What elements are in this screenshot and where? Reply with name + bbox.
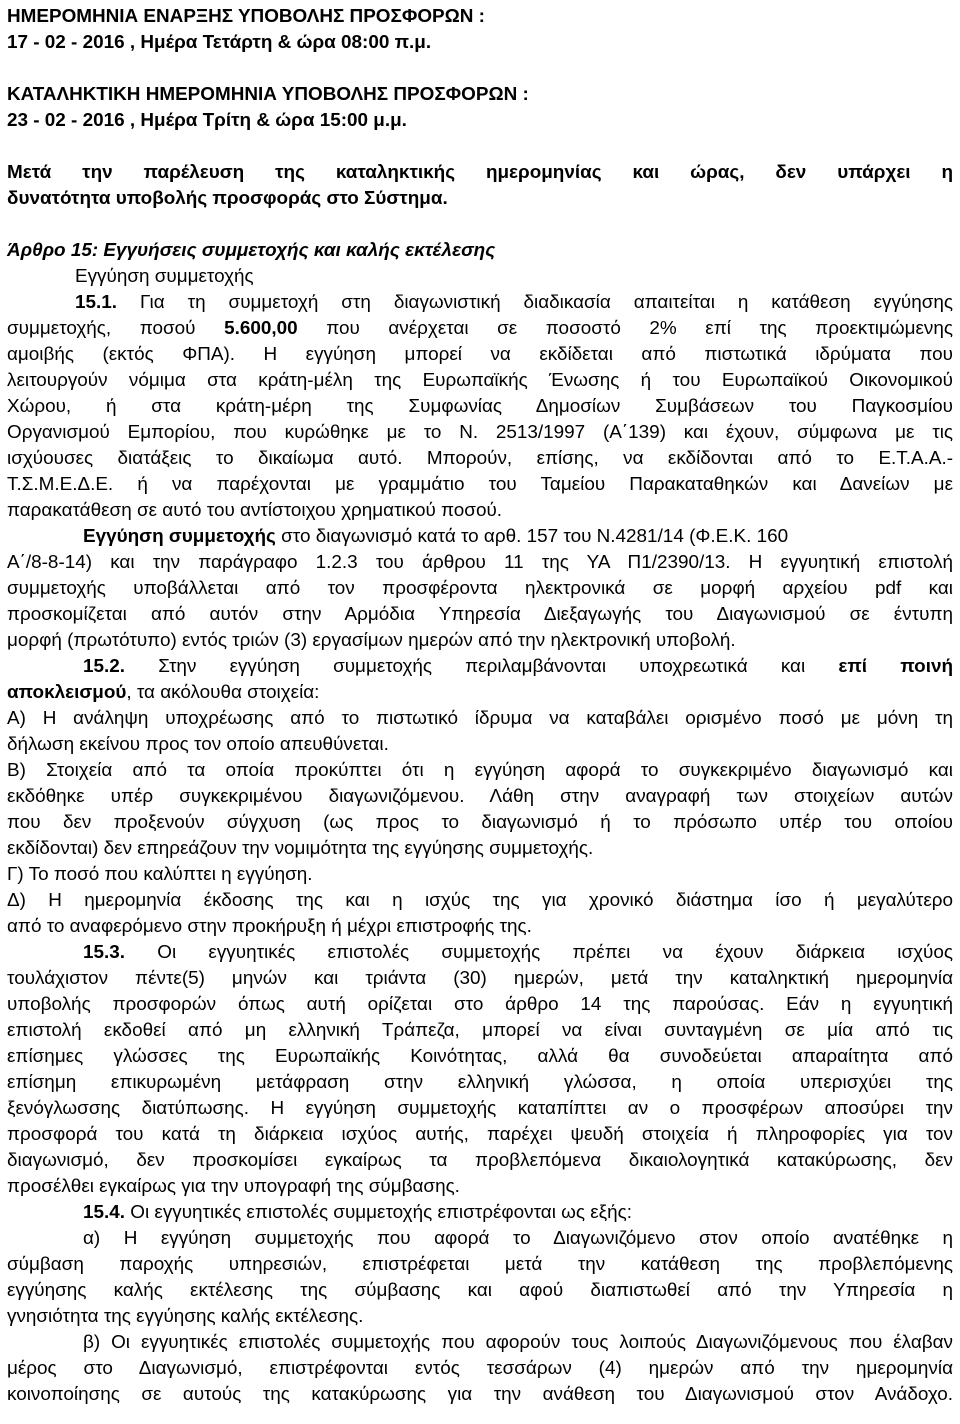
item-alpha-line: α) Η εγγύηση συμμετοχής που αφορά το Διαγωνιζόμενο στον οποίο ανατέθηκε η bbox=[83, 1228, 953, 1249]
paragraph-15-1-line: λειτουργούν νόμιμα στα κράτη-μέλη της Ευρωπαϊκής Ένωσης ή του Ευρωπαϊκού Οικονομικού bbox=[7, 370, 953, 391]
end-date-value: 23 - 02 - 2016 , Ημέρα Τρίτη & ώρα 15:00 μ.μ. bbox=[7, 110, 407, 131]
item-c-line: Γ) Το ποσό που καλύπτει η εγγύηση. bbox=[7, 864, 313, 885]
paragraph-text: Στην εγγύηση συμμετοχής περιλαμβάνονται υποχρεωτικά και bbox=[125, 656, 839, 677]
bold-term: επί ποινή bbox=[838, 656, 953, 677]
paragraph-15-1-line: αμοιβής (εκτός ΦΠΑ). Η εγγύηση μπορεί να εκδίδεται από πιστωτικά ιδρύματα που bbox=[7, 344, 953, 365]
bold-term: Εγγύηση συμμετοχής bbox=[83, 526, 276, 547]
paragraph-15-3-line: επίσημες γλώσσες της Ευρωπαϊκής Κοινότητας, αλλά θα συνοδεύεται απαραίτητα από bbox=[7, 1046, 953, 1067]
paragraph-number: 15.2. bbox=[83, 656, 126, 677]
paragraph-15-1-line: μορφή (πρωτότυπο) εντός τριών (3) εργασίμων ημερών από την ηλεκτρονική υποβολή. bbox=[7, 630, 736, 651]
start-date-heading: ΗΜΕΡΟΜΗΝΙΑ ΕΝΑΡΞΗΣ ΥΠΟΒΟΛΗΣ ΠΡΟΣΦΟΡΩΝ : bbox=[7, 6, 485, 27]
article-title: Άρθρο 15: Εγγυήσεις συμμετοχής και καλής εκτέλεσης bbox=[7, 240, 496, 261]
paragraph-15-3-line bbox=[7, 940, 953, 966]
paragraph-text: , τα ακόλουθα στοιχεία: bbox=[126, 682, 320, 703]
paragraph-text: Οι εγγυητικές επιστολές συμμετοχής πρέπει να έχουν διάρκεια ισχύος bbox=[125, 942, 953, 963]
spacer bbox=[7, 56, 953, 82]
document-page bbox=[7, 4, 953, 1408]
item-b-line: εκδίδονται) δεν επηρεάζουν την νομιμότητα της εγγύησης συμμετοχής. bbox=[7, 838, 594, 859]
item-d-line: Δ) Η ημερομηνία έκδοσης της και η ισχύς της για χρονικό διάστημα ίσο ή μεγαλύτερο bbox=[7, 890, 953, 911]
item-beta-line: κοινοποίησης σε αυτούς της κατακύρωσης για την ανάθεση του Διαγωνισμού στον Ανάδοχο. bbox=[7, 1384, 953, 1405]
end-date-heading: ΚΑΤΑΛΗΚΤΙΚΗ ΗΜΕΡΟΜΗΝΙΑ ΥΠΟΒΟΛΗΣ ΠΡΟΣΦΟΡΩΝ : bbox=[7, 84, 529, 105]
start-date-value: 17 - 02 - 2016 , Ημέρα Τετάρτη & ώρα 08:00 π.μ. bbox=[7, 32, 432, 53]
paragraph-15-1-line: παρακατάθεση σε αυτό του αντίστοιχου χρηματικού ποσού. bbox=[7, 500, 503, 521]
paragraph-15-1-line bbox=[7, 524, 953, 550]
item-alpha-line: γνησιότητα της εγγύησης καλής εκτέλεσης. bbox=[7, 1306, 364, 1327]
paragraph-15-1-line: προσκομίζεται από αυτόν στην Αρμόδια Υπηρεσία Διεξαγωγής του Διαγωνισμού σε έντυπη bbox=[7, 604, 953, 625]
paragraph-text: στο διαγωνισμό κατά το αρθ. 157 του Ν.4281/14 (Φ.Ε.Κ. 160 bbox=[275, 526, 789, 547]
paragraph-15-3-line: προσφορά του κατά τη διάρκεια ισχύος αυτής, παρέχει ψευδή στοιχεία ή πληροφορίες για τον bbox=[7, 1124, 953, 1145]
paragraph-15-1-line: συμμετοχής υποβάλλεται από τον προσφέροντα ηλεκτρονικά σε μορφή αρχείου pdf και bbox=[7, 578, 953, 599]
bold-term: αποκλεισμού bbox=[7, 682, 127, 703]
paragraph-15-1-line: Οργανισμού Εμπορίου, που κυρώθηκε με το Ν. 2513/1997 (Α΄139) και έχουν, σύμφωνα με τις bbox=[7, 422, 953, 443]
paragraph-15-2-line bbox=[7, 654, 953, 680]
paragraph-15-1-line: Α΄/8-8-14) και την παράγραφο 1.2.3 του άρθρου 11 της ΥΑ Π1/2390/13. Η εγγυητική επιστολή bbox=[7, 552, 953, 573]
paragraph-15-1-line bbox=[7, 316, 953, 342]
paragraph-15-1-line: ισχύουσες διατάξεις το δικαίωμα αυτό. Μπορούν, επίσης, να εκδίδονται από το Ε.Τ.Α.Α.- bbox=[7, 448, 953, 469]
item-a-line: Α) Η ανάληψη υποχρέωσης από το πιστωτικό ίδρυμα να καταβάλει ορισμένο ποσό με μόνη τη bbox=[7, 708, 953, 729]
paragraph-15-3-line: διαγωνισμό, δεν προσκομίσει εγκαίρως τα προβλεπόμενα δικαιολογητικά κατακύρωσης, δεν bbox=[7, 1150, 953, 1171]
paragraph-text: που ανέρχεται σε ποσοστό 2% επί της προεκτιμώμενης bbox=[297, 318, 953, 339]
paragraph-15-1-line: Χώρου, ή στα κράτη-μέρη της Συμφωνίας Δημοσίων Συμβάσεων του Παγκοσμίου bbox=[7, 396, 953, 417]
paragraph-15-3-line: ξενόγλωσσης διατύπωσης. Η εγγύηση συμμετοχής καταπίπτει αν ο προσφέρων αποσύρει την bbox=[7, 1098, 953, 1119]
paragraph-15-1-line: Τ.Σ.Μ.Ε.Δ.Ε. ή να παρέχονται με γραμμάτιο του Ταμείου Παρακαταθηκών και Δανείων με bbox=[7, 474, 953, 495]
paragraph-15-2-line bbox=[7, 680, 953, 706]
paragraph-15-3-line: προσέλθει εγκαίρως για την υπογραφή της σύμβασης. bbox=[7, 1176, 460, 1197]
item-alpha-line: εγγύησης καλής εκτέλεσης της σύμβασης και αφού διαπιστωθεί από την Υπηρεσία η bbox=[7, 1280, 953, 1301]
paragraph-text: Οι εγγυητικές επιστολές συμμετοχής επιστρέφονται ως εξής: bbox=[125, 1202, 632, 1223]
paragraph-15-3-line: υποβολής προσφορών όπως αυτή ορίζεται στο άρθρο 14 της παρούσας. Εάν η εγγυητική bbox=[7, 994, 953, 1015]
item-beta-line: β) Οι εγγυητικές επιστολές συμμετοχής που αφορούν τους λοιπούς Διαγωνιζόμενους που έλαβαν bbox=[83, 1332, 953, 1353]
paragraph-15-3-line: επιστολή εκδοθεί από μη ελληνική Τράπεζα, μπορεί να είναι συνταγμένη σε μία από τις bbox=[7, 1020, 953, 1041]
notice-line: δυνατότητα υποβολής προσφοράς στο Σύστημα. bbox=[7, 188, 448, 209]
paragraph-15-4-line bbox=[7, 1200, 953, 1226]
paragraph-text: Για τη συμμετοχή στη διαγωνιστική διαδικασία απαιτείται η κατάθεση εγγύησης bbox=[139, 292, 953, 313]
paragraph-number: 15.1. bbox=[75, 292, 118, 313]
item-b-line: που δεν προξενούν σύγχυση (ως προς το διαγωνισμό ή το πρόσωπο υπέρ του οποίου bbox=[7, 812, 953, 833]
item-b-line: εκδόθηκε υπέρ συγκεκριμένου διαγωνιζόμενου. Λάθη στην αναγραφή των στοιχείων αυτών bbox=[7, 786, 953, 807]
paragraph-15-3-line: επίσημη επικυρωμένη μετάφραση στην ελληνική γλώσσα, η οποία υπερισχύει της bbox=[7, 1072, 953, 1093]
paragraph-number: 15.4. bbox=[83, 1202, 126, 1223]
spacer bbox=[7, 212, 953, 238]
paragraph-number: 15.3. bbox=[83, 942, 126, 963]
item-alpha-line: σύμβαση παροχής υπηρεσιών, επιστρέφεται μετά την κατάθεση της προβλεπόμενης bbox=[7, 1254, 953, 1275]
paragraph-15-1-line bbox=[7, 290, 953, 316]
item-a-line: δήλωση εκείνου προς τον οποίο απευθύνεται. bbox=[7, 734, 389, 755]
item-d-line: από το αναφερόμενο στην προκήρυξη ή μέχρι επιστροφής της. bbox=[7, 916, 532, 937]
item-b-line: Β) Στοιχεία από τα οποία προκύπτει ότι η εγγύηση αφορά το συγκεκριμένο διαγωνισμό και bbox=[7, 760, 953, 781]
article-subtitle: Εγγύηση συμμετοχής bbox=[75, 266, 254, 287]
item-beta-line: μέρος στο Διαγωνισμό, επιστρέφονται εντός τεσσάρων (4) ημερών από την ημερομηνία bbox=[7, 1358, 953, 1379]
paragraph-text: συμμετοχής, ποσού bbox=[7, 318, 225, 339]
guarantee-amount: 5.600,00 bbox=[224, 318, 298, 339]
paragraph-15-3-line: τουλάχιστον πέντε(5) μηνών και τριάντα (30) ημερών, μετά την καταληκτική ημερομηνία bbox=[7, 968, 953, 989]
notice-line: Μετά την παρέλευση της καταληκτικής ημερομηνίας και ώρας, δεν υπάρχει η bbox=[7, 162, 953, 183]
spacer bbox=[7, 134, 953, 160]
